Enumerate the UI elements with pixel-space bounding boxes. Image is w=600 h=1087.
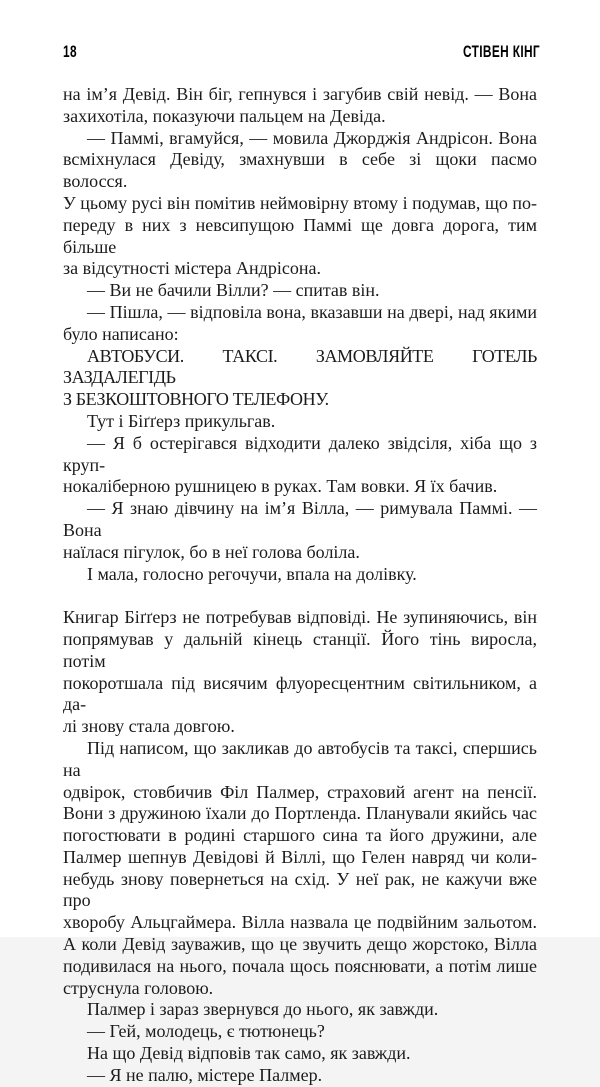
text-line: Палмер і зараз звернувся до нього, як завжди. (87, 999, 439, 1020)
text-line: небудь знову повернеться на схід. У неї рак, не кажучи вже про (63, 868, 537, 911)
text-line: У цьому русі він помітив неймовірну втому і подумав, що по- (63, 192, 537, 213)
text-line: Тут і Біґґерз прикульгав. (87, 410, 276, 431)
text-line: було написано: (63, 323, 179, 344)
text-line: Під написом, що закликав до автобусів та таксі, спершись на (63, 737, 537, 780)
running-head: СТІВЕН КІНГ (462, 43, 540, 61)
text-line: — Пішла, — відповіла вона, вказавши на двері, над якими (87, 301, 537, 322)
text-line: наїлася пігулок, бо в неї голова боліла. (63, 541, 360, 562)
text-line: — Я б остерігався відходити далеко звідсіля, хіба що з круп- (63, 432, 537, 475)
text-line: всміхнулася Девіду, змахнувши в себе зі щоки пасмо волосся. (63, 149, 537, 192)
text-line-sign: АВТОБУСИ. ТАКСІ. ЗАМОВЛЯЙТЕ ГОТЕЛЬ ЗАЗДАЛЕГІДЬ (63, 345, 537, 388)
text-line: хворобу Альцгаймера. Вілла назвала це подвійним зальотом. (63, 912, 537, 933)
body-text (63, 84, 537, 1087)
text-line: за відсутності містера Андрісона. (63, 258, 321, 279)
text-line: Вони з дружиною їхали до Портленда. Планували якийсь час (63, 803, 537, 824)
text-line: подивилася на нього, почала щось пояснювати, а потім лише (63, 955, 537, 976)
text-line: — Я знаю дівчину на ім’я Вілла, — римувала Паммі. — Вона (63, 498, 537, 540)
text-line: одвірок, стовбичив Філ Палмер, страховий агент на пенсії. (63, 781, 537, 802)
text-line: — Гей, молодець, є тютюнець? (87, 1021, 325, 1042)
text-line: — Ви не бачили Вілли? — спитав він. (87, 280, 380, 301)
text-line: Палмер шепнув Девідові й Віллі, що Гелен навряд чи коли- (63, 846, 537, 867)
text-line-sign: З БЕЗКОШТОВНОГО ТЕЛЕФОНУ. (63, 389, 329, 410)
text-line: попрямував у дальній кінець станції. Його тінь виросла, потім (63, 628, 537, 671)
text-line-section-start: Книгар Біґґерз не потребував відповіді. Не зупиняючись, він (63, 607, 537, 628)
text-line: захихотіла, показуючи пальцем на Девіда. (63, 105, 386, 126)
text-line: А коли Девід зауважив, що це звучить дещо жорстоко, Вілла (63, 934, 537, 955)
text-line: На що Девід відповів так само, як завжди. (87, 1043, 411, 1064)
text-line: — Паммі, вгамуйся, — мовила Джорджія Андрісон. Вона (87, 127, 537, 148)
page-header (63, 43, 540, 61)
text-line: І мала, голосно регочучи, впала на долівку. (87, 563, 417, 584)
text-line: переду в них з невсипущою Паммі ще довга дорога, тим більше (63, 214, 537, 257)
page-number: 18 (63, 43, 77, 61)
text-line: — Я не палю, містере Палмер. (87, 1064, 323, 1085)
text-line: погостювати в родині старшого сина та його дружини, але (63, 825, 537, 846)
text-line: струснула головою. (63, 977, 214, 998)
text-line: на ім’я Девід. Він біг, гепнувся і загубив свій невід. — Вона (63, 84, 537, 104)
text-line: нокаліберною рушницею в руках. Там вовки. Я їх бачив. (63, 476, 498, 497)
text-line: лі знову стала довгою. (63, 716, 235, 737)
text-line: покоротшала під висячим флуоресцентним світильником, а да- (63, 672, 537, 715)
